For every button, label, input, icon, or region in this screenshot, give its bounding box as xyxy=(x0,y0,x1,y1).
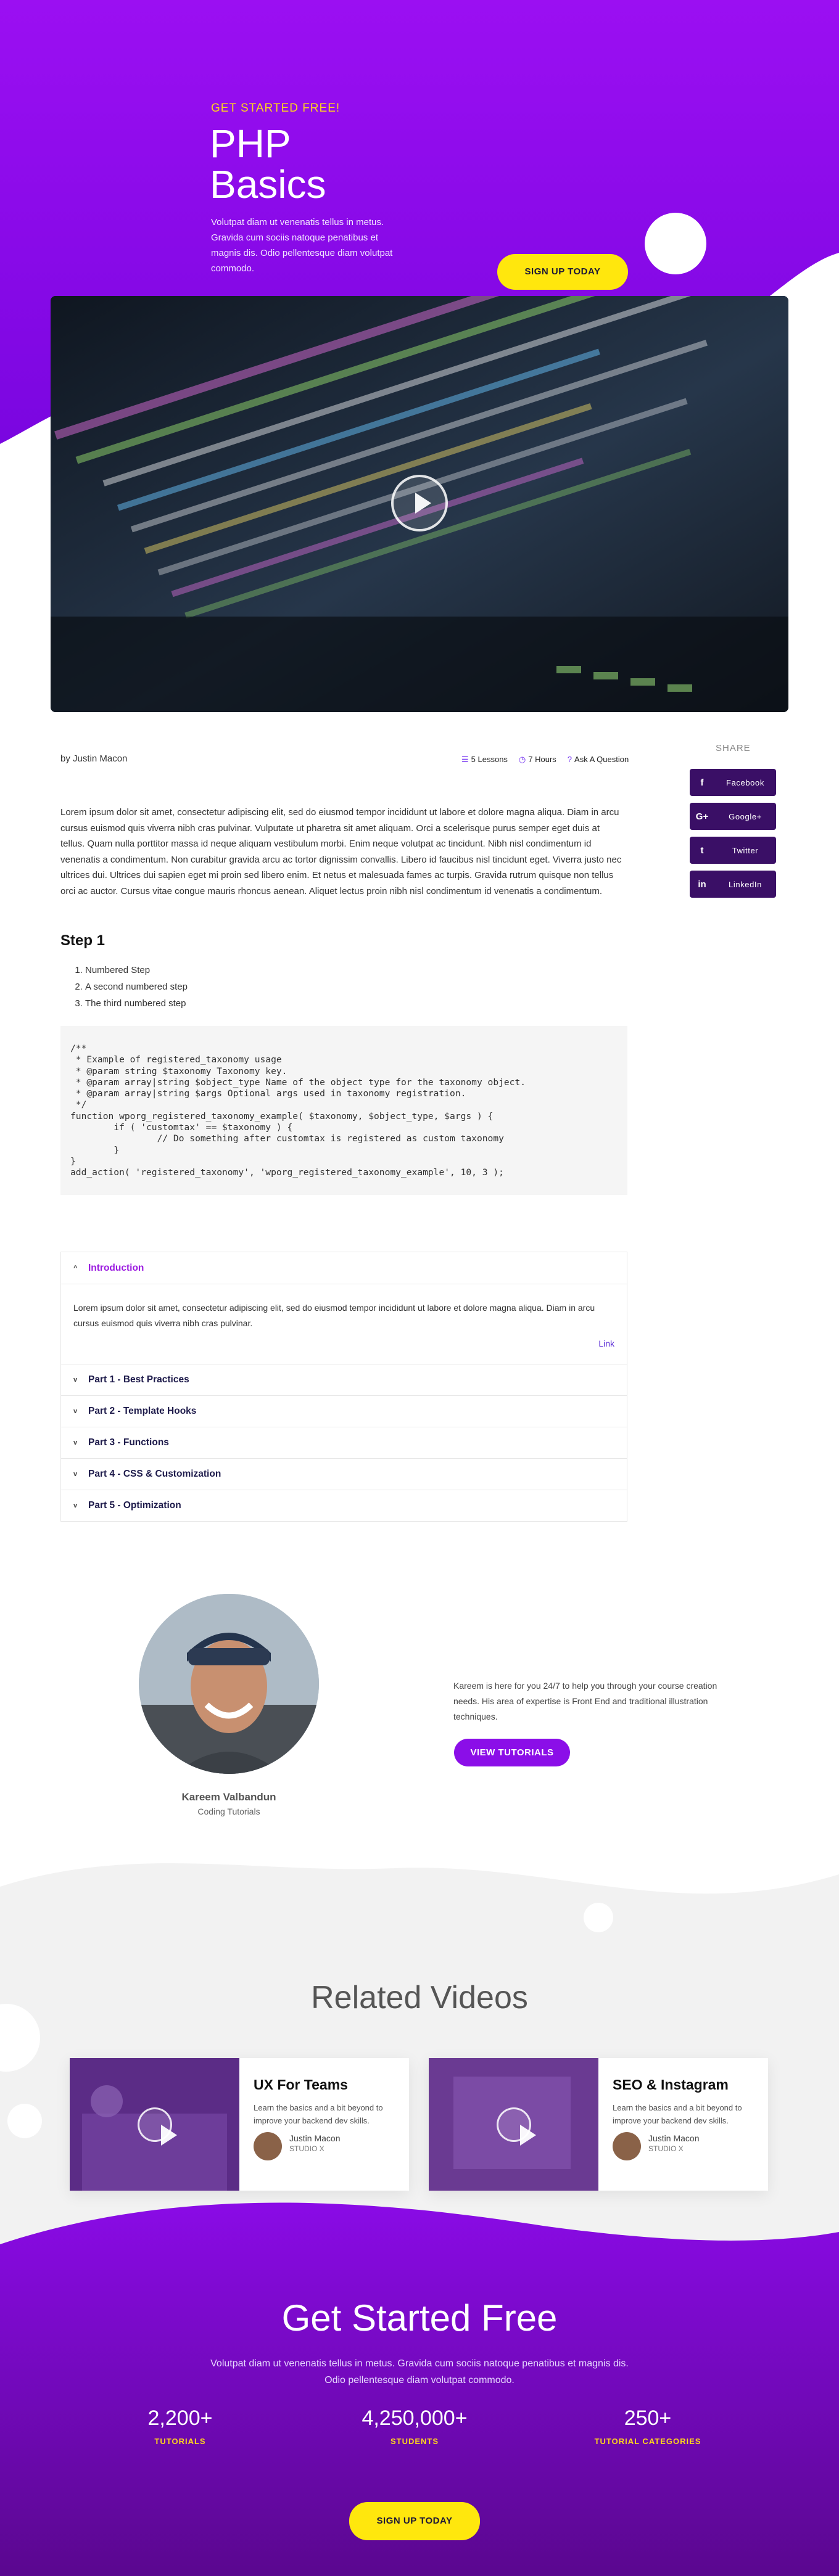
chevron-down-icon: v xyxy=(73,1376,78,1384)
share-linkedin-button[interactable]: in LinkedIn xyxy=(690,871,776,898)
accordion-item-part-2[interactable]: v Part 2 - Template Hooks xyxy=(61,1395,627,1427)
list-icon: ☰ xyxy=(461,755,469,764)
related-card-desc: Learn the basics and a bit beyond to improve your backend dev skills. xyxy=(613,2103,742,2125)
author-bio: Kareem is here for you 24/7 to help you through your course creation needs. His area of expertise is Front End and traditional illustration techniques. xyxy=(453,1681,717,1721)
hero-eyebrow: GET STARTED FREE! xyxy=(211,102,341,115)
related-card-ux[interactable] xyxy=(70,2058,409,2191)
list-item: 3. The third numbered step xyxy=(85,995,188,1012)
question-icon: ? xyxy=(567,755,572,764)
linkedin-icon: in xyxy=(698,879,706,890)
related-card-org: STUDIO X xyxy=(289,2144,324,2153)
related-card-seo[interactable] xyxy=(429,2058,768,2191)
stat-tutorials: 2,200+ TUTORIALS xyxy=(147,2406,213,2446)
chevron-down-icon: v xyxy=(73,1502,78,1509)
chevron-up-icon: ^ xyxy=(73,1264,78,1272)
accordion-item-part-5[interactable]: v Part 5 - Optimization xyxy=(61,1490,627,1521)
code-block: /** * Example of registered_taxonomy usage * @param string $taxonomy Taxonomy key. * @param array|string $object_type Name of the object type for the taxonomy object. * @param array|string $args Optional args used in taxonomy registration. */ function wporg_registered_taxonomy_example( $taxonomy, $object_type, $args ) { if ( 'customtax' == $taxonomy ) { // Do something after customtax is registered as custom taxonomy } } add_action( 'registered_taxonomy', 'wporg_registered_taxonomy_example', 10, 3 ); xyxy=(60,1026,627,1195)
related-card-title: UX For Teams xyxy=(254,2077,348,2093)
numbered-list xyxy=(85,962,188,1012)
list-item: 1. Numbered Step xyxy=(85,962,188,978)
related-card-author: Justin Macon xyxy=(648,2133,700,2143)
footer-lead: Volutpat diam ut venenatis tellus in metus. Gravida cum sociis natoque penatibus et magnis dis. Odio pellentesque diam volutpat commodo. xyxy=(210,2358,629,2385)
view-tutorials-button[interactable]: VIEW TUTORIALS xyxy=(454,1739,570,1766)
related-thumbnail xyxy=(429,2058,598,2191)
play-icon[interactable] xyxy=(138,2107,172,2142)
share-facebook-button[interactable]: f Facebook xyxy=(690,769,776,796)
share-google-button[interactable]: G+ Google+ xyxy=(690,803,776,830)
lesson-accordion xyxy=(60,1252,627,1522)
google-plus-icon: G+ xyxy=(695,811,709,822)
accordion-item-part-3[interactable]: v Part 3 - Functions xyxy=(61,1427,627,1458)
clock-icon: ◷ xyxy=(518,755,526,764)
accordion-item-part-4[interactable]: v Part 4 - CSS & Customization xyxy=(61,1458,627,1490)
play-icon[interactable] xyxy=(497,2107,531,2142)
ask-question-link[interactable]: ? Ask A Question xyxy=(567,755,629,764)
list-item: 2. A second numbered step xyxy=(85,978,188,995)
related-card-title: SEO & Instagram xyxy=(613,2077,729,2093)
hero-lead: Volutpat diam ut venenatis tellus in metus. Gravida cum sociis natoque penatibus et magnis dis. Odio pellentesque diam volutpat commodo. xyxy=(211,217,393,274)
course-meta xyxy=(461,755,629,765)
decorative-circle xyxy=(645,213,706,274)
related-thumbnail xyxy=(70,2058,239,2191)
share-twitter-button[interactable]: t Twitter xyxy=(690,837,776,864)
chevron-down-icon: v xyxy=(73,1439,78,1446)
twitter-icon: t xyxy=(700,845,704,856)
article-body: Lorem ipsum dolor sit amet, consectetur adipiscing elit, sed do eiusmod tempor incididunt ut labore et dolore magna aliqua. Diam in arcu cursus euismod quis viverra nibh cras pulvinar. Vulputate ut pharetra sit amet aliquam. Orci a scelerisque purus semper eget duis at tellus. Quam nulla porttitor massa id neque aliquam vestibulum morbi. Enim neque volutpat ac tincidunt. Nibh nisl condimentum id venenatis a condimentum. Non curabitur gravida arcu ac tortor dignissim convallis. Libero id faucibus nisl tincidunt eget. Viverra justo nec ultrices dui. Ultrices dui sapien eget mi proin sed libero enim. Et netus et malesuada fames ac turpis. Gravida rutrum quisque non tellus orci ac auctor. Cursus vitae congue mauris rhoncus aenean. Aliquet lectus proin nibh nisl condimentum id venenatis a condimentum. xyxy=(60,807,622,896)
share-title: SHARE xyxy=(716,743,751,753)
play-icon[interactable] xyxy=(391,475,448,531)
facebook-icon: f xyxy=(700,777,704,788)
accordion-link[interactable]: Link xyxy=(598,1339,614,1348)
stat-categories: 250+ TUTORIAL CATEGORIES xyxy=(594,2406,701,2446)
footer-title: Get Started Free xyxy=(281,2297,558,2339)
related-title: Related Videos xyxy=(311,1980,528,2016)
page-title: PHP Basics xyxy=(210,121,326,207)
related-card-org: STUDIO X xyxy=(648,2144,684,2153)
author-role: Coding Tutorials xyxy=(197,1807,260,1816)
hours-count: ◷ 7 Hours xyxy=(518,755,556,764)
signup-button-hero[interactable]: SIGN UP TODAY xyxy=(497,254,628,290)
accordion-panel xyxy=(61,1284,627,1364)
related-card-desc: Learn the basics and a bit beyond to improve your backend dev skills. xyxy=(254,2103,383,2125)
accordion-item-part-1[interactable]: v Part 1 - Best Practices xyxy=(61,1364,627,1395)
chevron-down-icon: v xyxy=(73,1408,78,1415)
author-byline: by Justin Macon xyxy=(60,753,128,764)
chevron-down-icon: v xyxy=(73,1471,78,1478)
lessons-count: ☰ 5 Lessons xyxy=(461,755,508,764)
step-heading: Step 1 xyxy=(60,932,105,949)
related-card-author: Justin Macon xyxy=(289,2133,341,2143)
author-avatar xyxy=(139,1594,319,1774)
author-avatar xyxy=(254,2132,282,2160)
stat-students: 4,250,000+ STUDENTS xyxy=(362,2406,468,2446)
accordion-panel-text: Lorem ipsum dolor sit amet, consectetur adipiscing elit, sed do eiusmod tempor incididunt ut labore et dolore magna aliqua. Diam in arcu cursus euismod quis viverra nibh cras pulvinar. xyxy=(73,1303,595,1328)
author-name: Kareem Valbandun xyxy=(181,1791,276,1803)
accordion-item-introduction[interactable]: ^ Introduction xyxy=(73,1262,144,1273)
video-player[interactable] xyxy=(51,296,788,712)
signup-button-footer[interactable]: SIGN UP TODAY xyxy=(349,2502,480,2540)
author-avatar xyxy=(613,2132,641,2160)
